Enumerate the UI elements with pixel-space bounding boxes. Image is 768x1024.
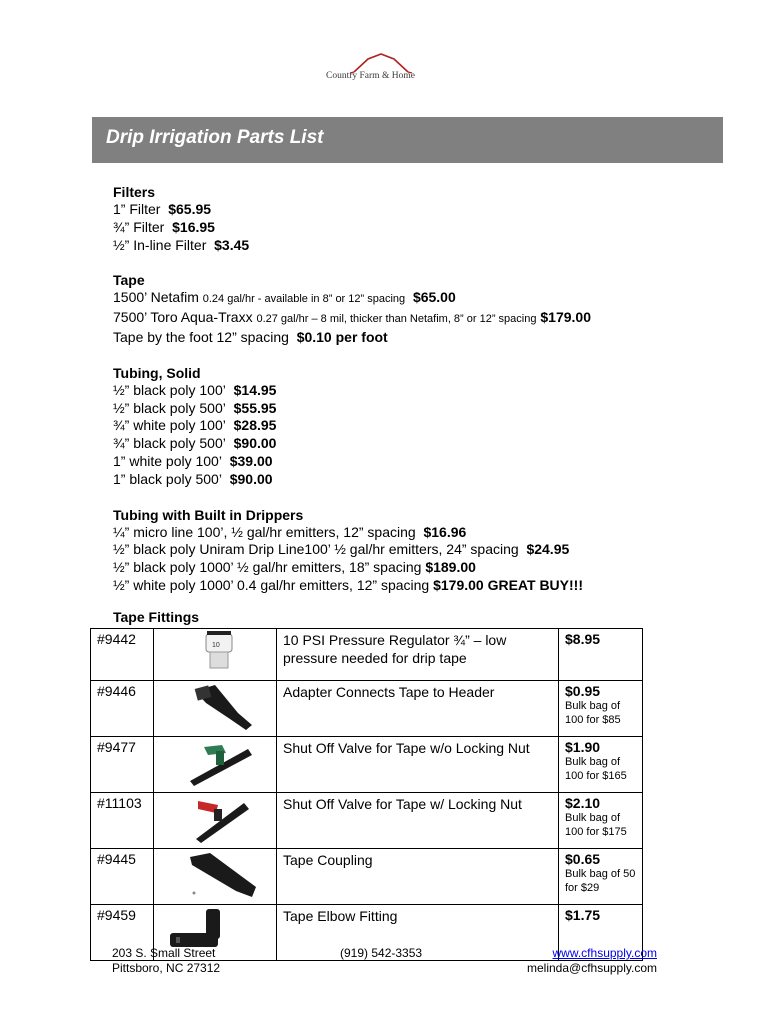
table-row [91,737,643,793]
list-item: ½” black poly 100’ $14.95 [113,381,277,398]
part-price: $8.95 [559,629,643,681]
section-title: Tape [113,272,145,289]
tubing-drippers-section [113,506,733,595]
part-number: #9442 [91,629,154,681]
tape-coupling-icon [154,849,277,905]
part-description: Tape Coupling [277,849,559,905]
part-description: 10 PSI Pressure Regulator ¾” – low pressure needed for drip tape [277,629,559,681]
list-item: 1500’ Netafim 0.24 gal/hr - available in 8” or 12” spacing $65.00 [113,289,456,306]
part-price: $2.10 Bulk bag of 100 for $175 [559,793,643,849]
svg-text:10: 10 [212,642,220,649]
address-line-1: 203 S. Small Street [112,946,216,960]
tape-fittings-table [90,628,643,961]
adapter-fitting-icon [154,681,277,737]
address-line-2: Pittsboro, NC 27312 [112,961,221,975]
list-item: 7500’ Toro Aqua-Traxx 0.27 gal/hr – 8 mil, thicker than Netafim, 8” or 12” spacing $179.00 [113,309,591,326]
table-row [91,629,643,681]
part-price: $1.90 Bulk bag of 100 for $165 [559,737,643,793]
list-item: ¼” micro line 100’, ½ gal/hr emitters, 12” spacing $16.96 [113,523,467,540]
part-number: #9477 [91,737,154,793]
part-price: $1.75 [559,905,643,961]
list-item: 1” Filter $65.95 [113,201,212,217]
email-text: melinda@cfhsupply.com [526,961,657,975]
filters-section [113,183,733,254]
part-number: #9446 [91,681,154,737]
table-row [91,681,643,737]
title-banner [92,117,723,163]
footer-phone: (919) 542-3353 [340,946,423,960]
list-item: Tape by the foot 12” spacing $0.10 per foot [113,328,388,345]
part-number: #11103 [91,793,154,849]
list-item: ¾” black poly 500’ $90.00 [113,435,277,452]
list-item: ½” white poly 1000’ 0.4 gal/hr emitters, 12” spacing $179.00 GREAT BUY!!! [113,576,583,593]
website-link[interactable]: www.cfhsupply.com [552,946,657,960]
shutoff-valve-green-icon [154,737,277,793]
logo-text: Country Farm & Home [326,71,415,81]
footer-address [112,946,220,976]
footer-contact [527,946,657,976]
list-item: ¾” Filter $16.95 [113,218,215,235]
pressure-regulator-icon [154,629,277,681]
part-description: Adapter Connects Tape to Header [277,681,559,737]
tape-fittings-title: Tape Fittings [113,608,200,625]
tape-section [113,271,733,346]
part-description: Shut Off Valve for Tape w/o Locking Nut [277,737,559,793]
shutoff-valve-red-icon [154,793,277,849]
list-item: ½” black poly 500’ $55.95 [113,399,277,416]
list-item: 1” white poly 100’ $39.00 [113,452,273,469]
parts-list [113,183,733,626]
tubing-solid-section [113,364,733,489]
list-item: ¾” white poly 100’ $28.95 [113,417,277,434]
section-title: Tubing with Built in Drippers [113,506,304,523]
list-item: ½” black poly Uniram Drip Line100’ ½ gal/hr emitters, 24” spacing $24.95 [113,541,570,558]
list-item: ½” black poly 1000’ ½ gal/hr emitters, 18” spacing $189.00 [113,559,476,576]
logo [320,50,450,88]
page-title: Drip Irrigation Parts List [106,127,324,148]
table-row [91,849,643,905]
part-price: $0.65 Bulk bag of 50 for $29 [559,849,643,905]
section-title: Filters [113,184,156,200]
part-price: $0.95 Bulk bag of 100 for $85 [559,681,643,737]
section-title: Tubing, Solid [113,364,201,381]
table-row [91,793,643,849]
barn-roof-icon [320,50,450,88]
part-description: Shut Off Valve for Tape w/ Locking Nut [277,793,559,849]
part-number: #9445 [91,849,154,905]
part-number: #9459 [91,905,154,961]
list-item: 1” black poly 500’ $90.00 [113,470,273,487]
part-description: Tape Elbow Fitting [277,905,559,961]
list-item: ½” In-line Filter $3.45 [113,236,250,253]
